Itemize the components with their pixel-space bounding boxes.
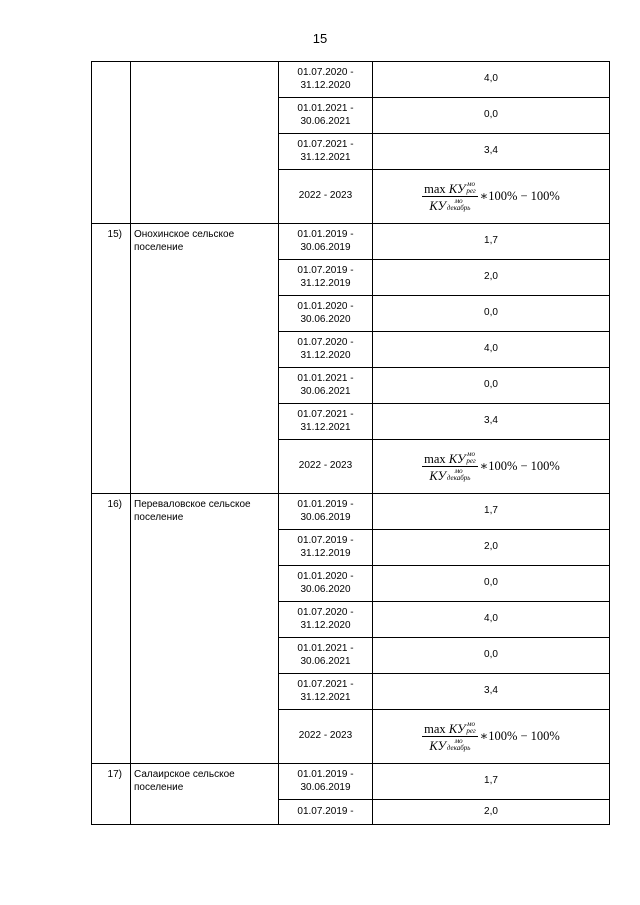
period-cell: 01.01.2019 - 30.06.2019 [279, 494, 373, 530]
period-cell: 01.07.2019 - 31.12.2019 [279, 260, 373, 296]
index-formula [422, 721, 560, 752]
value-cell: 0,0 [373, 98, 610, 134]
settlement-name: Онохинское сельское поселение [131, 224, 279, 494]
period-cell: 01.01.2020 - 30.06.2020 [279, 296, 373, 332]
formula-numerator [422, 181, 478, 197]
index-formula [422, 181, 560, 212]
period-cell: 01.01.2019 - 30.06.2019 [279, 224, 373, 260]
formula-fraction [422, 181, 478, 212]
period-cell: 01.01.2021 - 30.06.2021 [279, 638, 373, 674]
formula-sup: мо [467, 180, 476, 188]
formula-denominator [427, 197, 472, 212]
formula-sub: рег [466, 457, 476, 465]
page-number: 15 [312, 31, 328, 46]
value-cell: 4,0 [373, 602, 610, 638]
period-cell: 01.07.2020 - 31.12.2020 [279, 602, 373, 638]
table-row [92, 764, 610, 800]
value-cell: 1,7 [373, 764, 610, 800]
value-cell: 3,4 [373, 404, 610, 440]
formula-ku: КУ [429, 738, 446, 753]
formula-denominator [427, 737, 472, 752]
formula-cell [373, 170, 610, 224]
period-cell: 2022 - 2023 [279, 440, 373, 494]
formula-cell [373, 440, 610, 494]
period-cell: 01.07.2020 - 31.12.2020 [279, 62, 373, 98]
value-cell: 0,0 [373, 296, 610, 332]
formula-ku: КУ [448, 451, 466, 466]
period-cell: 01.01.2021 - 30.06.2021 [279, 98, 373, 134]
row-number: 17) [92, 764, 131, 825]
formula-numerator [422, 721, 478, 737]
settlement-name: Салаирское сельское поселение [131, 764, 279, 825]
formula-sub: декабрь [446, 204, 471, 212]
formula-ku: КУ [429, 468, 446, 483]
formula-ku: КУ [448, 181, 466, 196]
value-cell: 3,4 [373, 674, 610, 710]
period-cell: 01.07.2019 - [279, 800, 373, 825]
table-row [92, 62, 610, 98]
formula-sup: мо [454, 197, 463, 205]
value-cell: 0,0 [373, 566, 610, 602]
period-cell: 2022 - 2023 [279, 170, 373, 224]
formula-sub: декабрь [446, 474, 471, 482]
period-cell: 01.01.2019 - 30.06.2019 [279, 764, 373, 800]
formula-fraction [422, 721, 478, 752]
value-cell: 0,0 [373, 368, 610, 404]
formula-numerator [422, 451, 478, 467]
value-cell: 3,4 [373, 134, 610, 170]
tariff-table [91, 61, 610, 825]
formula-sup: мо [454, 467, 463, 475]
formula-tail: ∗100% − 100% [479, 189, 560, 204]
formula-sup: мо [467, 450, 476, 458]
value-cell: 2,0 [373, 260, 610, 296]
period-cell: 2022 - 2023 [279, 710, 373, 764]
formula-sup: мо [454, 737, 463, 745]
formula-fraction [422, 451, 478, 482]
value-cell: 1,7 [373, 494, 610, 530]
value-cell: 4,0 [373, 332, 610, 368]
value-cell: 2,0 [373, 530, 610, 566]
index-formula [422, 451, 560, 482]
formula-denominator [427, 467, 472, 482]
value-cell: 0,0 [373, 638, 610, 674]
formula-tail: ∗100% − 100% [479, 729, 560, 744]
formula-tail: ∗100% − 100% [479, 459, 560, 474]
row-number [92, 62, 131, 224]
formula-sub: рег [466, 727, 476, 735]
period-cell: 01.01.2021 - 30.06.2021 [279, 368, 373, 404]
period-cell: 01.07.2019 - 31.12.2019 [279, 530, 373, 566]
period-cell: 01.01.2020 - 30.06.2020 [279, 566, 373, 602]
settlement-name: Переваловское сельское поселение [131, 494, 279, 764]
formula-max: max [424, 181, 446, 196]
formula-max: max [424, 451, 446, 466]
value-cell: 4,0 [373, 62, 610, 98]
table-row [92, 494, 610, 530]
period-cell: 01.07.2020 - 31.12.2020 [279, 332, 373, 368]
table-row [92, 224, 610, 260]
formula-sub: рег [466, 187, 476, 195]
period-cell: 01.07.2021 - 31.12.2021 [279, 404, 373, 440]
settlement-name [131, 62, 279, 224]
formula-ku: КУ [448, 721, 466, 736]
period-cell: 01.07.2021 - 31.12.2021 [279, 674, 373, 710]
formula-cell [373, 710, 610, 764]
row-number: 16) [92, 494, 131, 764]
formula-sub: декабрь [446, 744, 471, 752]
formula-sup: мо [467, 720, 476, 728]
value-cell: 1,7 [373, 224, 610, 260]
row-number: 15) [92, 224, 131, 494]
value-cell: 2,0 [373, 800, 610, 825]
formula-ku: КУ [429, 198, 446, 213]
formula-max: max [424, 721, 446, 736]
period-cell: 01.07.2021 - 31.12.2021 [279, 134, 373, 170]
